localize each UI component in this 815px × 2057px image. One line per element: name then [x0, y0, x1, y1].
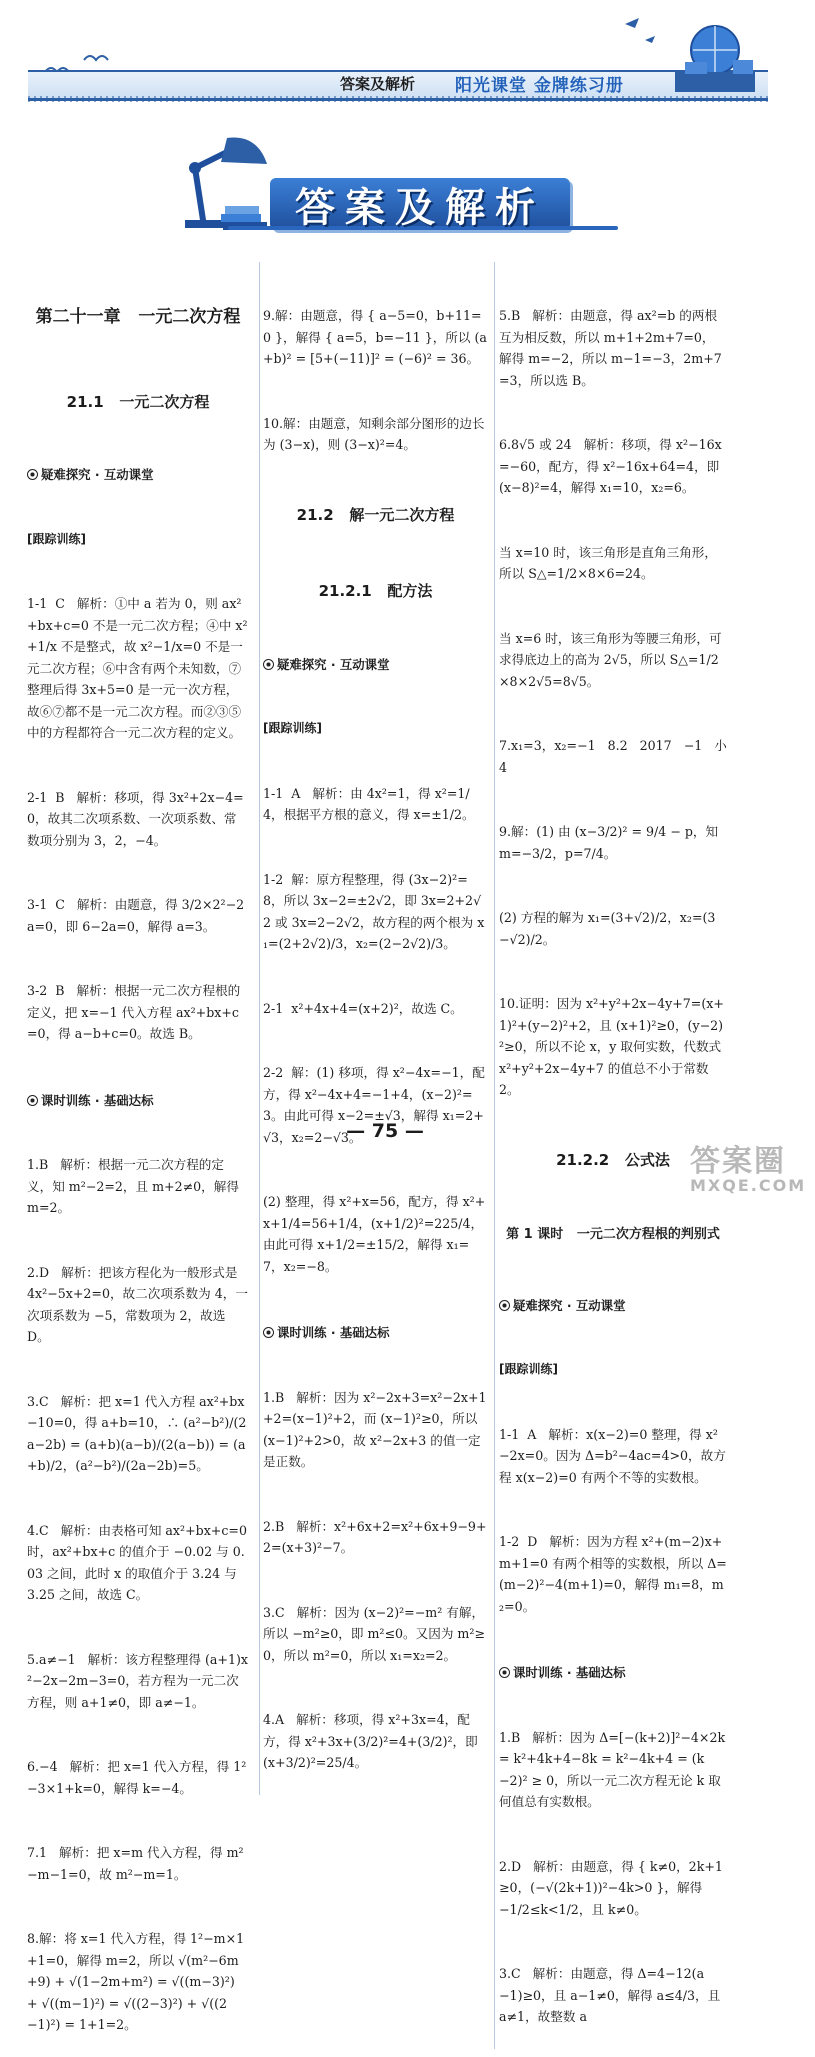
header-book-title: 阳光课堂 金牌练习册: [455, 76, 624, 96]
answer-item: (2) 方程的解为 x₁=(3+√2)/2，x₂=(3−√2)/2。: [499, 910, 716, 947]
answer-item: 1-2 D 解析：因为方程 x²+(m−2)x+m+1=0 有两个相等的实数根，所以 Δ=(m−2)²−4(m+1)=0，解得 m₁=8，m₂=0。: [499, 1534, 727, 1614]
answer-item: (2) 整理，得 x²+x=56，配方，得 x²+x+1/4=56+1/4，(x+1/2)²=225/4，由此可得 x+1/2=±15/2，解得 x₁=7，x₂=−8。: [263, 1194, 486, 1274]
tag-practice: [27, 1090, 249, 1112]
page-title: 答案及解析: [295, 184, 545, 231]
answer-item: 2-1 x²+4x+4=(x+2)²，故选 C。: [263, 1000, 463, 1016]
subsection-title: 21.2.1 配方法: [318, 582, 433, 600]
answer-item: 5.B 解析：由题意，得 ax²=b 的两根互为相反数，所以 m+1+2m+7=0，解得 m=−2，所以 m−1=−3，2m+7=3，所以选 B。: [499, 308, 722, 388]
tag-explore: [499, 1295, 727, 1317]
tag-explore: [263, 654, 488, 676]
tag-practice: [263, 1322, 488, 1344]
answer-item: 2.D 解析：把该方程化为一般形式是 4x²−5x+2=0，故二次项系数为 4，一次项系数为 −5，常数项为 2，故选 D。: [27, 1264, 248, 1344]
section-title: 21.1 一元二次方程: [66, 392, 210, 411]
tag-label: 疑难探究 · 互动课堂: [277, 656, 390, 672]
tag-bullet-icon: [263, 659, 274, 670]
answer-item: 2.B 解析：x²+6x+2=x²+6x+9−9+2=(x+3)²−7。: [263, 1518, 487, 1555]
answer-item: 1.B 解析：根据一元二次方程的定义，知 m²−2=2，且 m+2≠0，解得 m=2。: [27, 1157, 243, 1215]
answer-item: 1-1 C 解析：①中 a 若为 0，则 ax²+bx+c=0 不是一元二次方程；④中 x²+1/x 不是整式，故 x²−1/x=0 不是一元二次方程；⑥中含有两个未知数，⑦整理后得 3x+5=0 是一元一次方程，故⑥⑦都不是一元二次方程。而②③⑤中的方程都符合一元二次方程的定义。: [27, 596, 248, 740]
page-number: — 75 —: [346, 1120, 424, 1142]
sub-tracking: [跟踪训练]: [263, 721, 322, 735]
answer-item: 3-1 C 解析：由题意，得 3/2×2²−2a=0，即 6−2a=0，解得 a=3。: [27, 897, 245, 934]
header-section-label: 答案及解析: [340, 75, 416, 93]
chapter-title: 第二十一章 一元二次方程: [35, 307, 241, 327]
answer-item: 5.a≠−1 解析：该方程整理得 (a+1)x²−2x−2m−3=0，若方程为一元二次方程，则 a+1≠0，即 a≠−1。: [27, 1651, 248, 1710]
answer-item: 3.C 解析：把 x=1 代入方程 ax²+bx−10=0，得 a+b=10，∴ (a²−b²)/(2a−2b) = (a+b)(a−b)/(2(a−b)) = (a+b)/2，(a²−b²)/(2a−2b)=5。: [27, 1393, 247, 1473]
tag-label: 疑难探究 · 互动课堂: [513, 1297, 626, 1313]
answer-item: 9.解：由题意，得 { a−5=0，b+11=0 }，解得 { a=5，b=−11 }，所以 (a+b)² = [5+(−11)]² = (−6)² = 36。: [263, 308, 487, 366]
tag-explore: [27, 464, 249, 486]
answer-column-2: [259, 262, 488, 1795]
answer-item: 9.解：(1) 由 (x−3/2)² = 9/4 − p，知 m=−3/2，p=7/4。: [499, 824, 723, 861]
lesson-title: 第 1 课时 一元二次方程根的判别式: [506, 1227, 720, 1242]
tag-label: 课时训练 · 基础达标: [513, 1665, 626, 1680]
watermark-logo: 答案圈: [690, 1144, 786, 1179]
answer-item: 6.8√5 或 24 解析：移项，得 x²−16x=−60，配方，得 x²−16x+64=4，即 (x−8)²=4，解得 x₁=10，x₂=6。: [499, 437, 724, 495]
tag-bullet-icon: [27, 1095, 38, 1106]
answer-column-1: [27, 262, 249, 2057]
answer-item: 7.x₁=3，x₂=−1 8.2 2017 −1 小 4: [499, 738, 739, 775]
tag-label: 课时训练 · 基础达标: [41, 1092, 154, 1108]
answer-item: 2-1 B 解析：移项，得 3x²+2x−4=0，故其二次项系数、一次项系数、常数项分别为 3，2，−4。: [27, 789, 244, 848]
answer-item: 4.C 解析：由表格可知 ax²+bx+c=0 时，ax²+bx+c 的值介于 −0.02 与 0.03 之间，此时 x 的取值介于 3.24 与 3.25 之间，故选 C。: [27, 1522, 251, 1602]
tag-bullet-icon: [263, 1327, 274, 1338]
tag-label: 疑难探究 · 互动课堂: [41, 467, 154, 482]
tag-label: 课时训练 · 基础达标: [277, 1325, 390, 1340]
sub-tracking: [跟踪训练]: [27, 531, 86, 546]
answer-item: 3.C 解析：因为 (x−2)²=−m² 有解，所以 −m²≥0，即 m²≤0。又因为 m²≥0，所以 m²=0，所以 x₁=x₂=2。: [263, 1604, 485, 1663]
answer-item: 1.B 解析：因为 x²−2x+3=x²−2x+1+2=(x−1)²+2，而 (x−1)²≥0，所以 (x−1)²+2>0，故 x²−2x+3 的值一定是正数。: [263, 1389, 487, 1469]
answer-item: 2-2 解：(1) 移项，得 x²−4x=−1，配方，得 x²−4x+4=−1+4，(x−2)²=3。由此可得 x−2=±√3，解得 x₁=2+√3，x₂=2−√3。: [263, 1065, 485, 1145]
answer-item: 1-1 A 解析：x(x−2)=0 整理，得 x²−2x=0。因为 Δ=b²−4ac=4>0，故方程 x(x−2)=0 有两个不等的实数根。: [499, 1426, 726, 1485]
answer-item: 6.−4 解析：把 x=1 代入方程，得 1²−3×1+k=0，解得 k=−4。: [27, 1759, 247, 1796]
sub-tracking: [跟踪训练]: [499, 1362, 558, 1376]
answer-item: 1-2 解：原方程整理，得 (3x−2)²=8，所以 3x−2=±2√2，即 3x=2+2√2 或 3x=2−2√2，故方程的两个根为 x₁=(2+2√2)/3，x₂=(2−2√2)/3。: [263, 871, 485, 951]
answer-item: 8.解：将 x=1 代入方程，得 1²−m×1+1=0，解得 m=2，所以 √(m²−6m+9) + √(1−2m+m²) = √((m−3)²) + √((m−1)²) = √((2−3)²) + √((2−1)²) = 1+1=2。: [27, 1931, 245, 2032]
tag-bullet-icon: [27, 469, 38, 480]
subsection-title: 21.2.2 公式法: [556, 1150, 670, 1169]
answer-item: 2.D 解析：由题意，得 { k≠0，2k+1≥0，(−√(2k+1))²−4k>0 }，解得 −1/2≤k<1/2，且 k≠0。: [499, 1858, 723, 1917]
section-title: 21.2 解一元二次方程: [296, 505, 455, 524]
answer-item: 4.A 解析：移项，得 x²+3x=4，配方，得 x²+3x+(3/2)²=4+(3/2)²，即 (x+3/2)²=25/4。: [263, 1712, 482, 1770]
answer-item: 10.解：由题意，知剩余部分图形的边长为 (3−x)，则 (3−x)²=4。: [263, 415, 485, 452]
answer-item: 1-1 A 解析：由 4x²=1，得 x²=1/4，根据平方根的意义，得 x=±1/2。: [263, 785, 475, 822]
answer-item: 3-2 B 解析：根据一元二次方程根的定义，把 x=−1 代入方程 ax²+bx+c=0，得 a−b+c=0。故选 B。: [27, 983, 241, 1041]
answer-item: 7.1 解析：把 x=m 代入方程，得 m²−m−1=0，故 m²−m=1。: [27, 1845, 244, 1882]
tag-bullet-icon: [499, 1300, 510, 1311]
tag-practice: [499, 1662, 727, 1684]
answer-item: 当 x=6 时，该三角形为等腰三角形，可求得底边上的高为 2√5，所以 S△=1/2×8×2√5=8√5。: [499, 630, 722, 689]
answer-item: 3.C 解析：由题意，得 Δ=4−12(a−1)≥0，且 a−1≠0，解得 a≤4/3，且 a≠1，故整数 a: [499, 1966, 725, 2024]
answer-item: 当 x=10 时，该三角形是直角三角形，所以 S△=1/2×8×6=24。: [499, 544, 717, 581]
tag-bullet-icon: [499, 1667, 510, 1678]
answer-item: 1.B 解析：因为 Δ=[−(k+2)]²−4×2k = k²+4k+4−8k = k²−4k+4 = (k−2)² ≥ 0，所以一元二次方程无论 k 取何值总有实数根。: [499, 1729, 730, 1809]
answer-item: 10.证明：因为 x²+y²+2x−4y+7=(x+1)²+(y−2)²+2，且 (x+1)²≥0，(y−2)²≥0，所以不论 x，y 取何实数，代数式 x²+y²+2x−4y+7 的值总不小于常数 2。: [499, 996, 726, 1097]
watermark-url: MXQE.COM: [690, 1176, 807, 1195]
globe-telescope-icon: [615, 10, 765, 100]
